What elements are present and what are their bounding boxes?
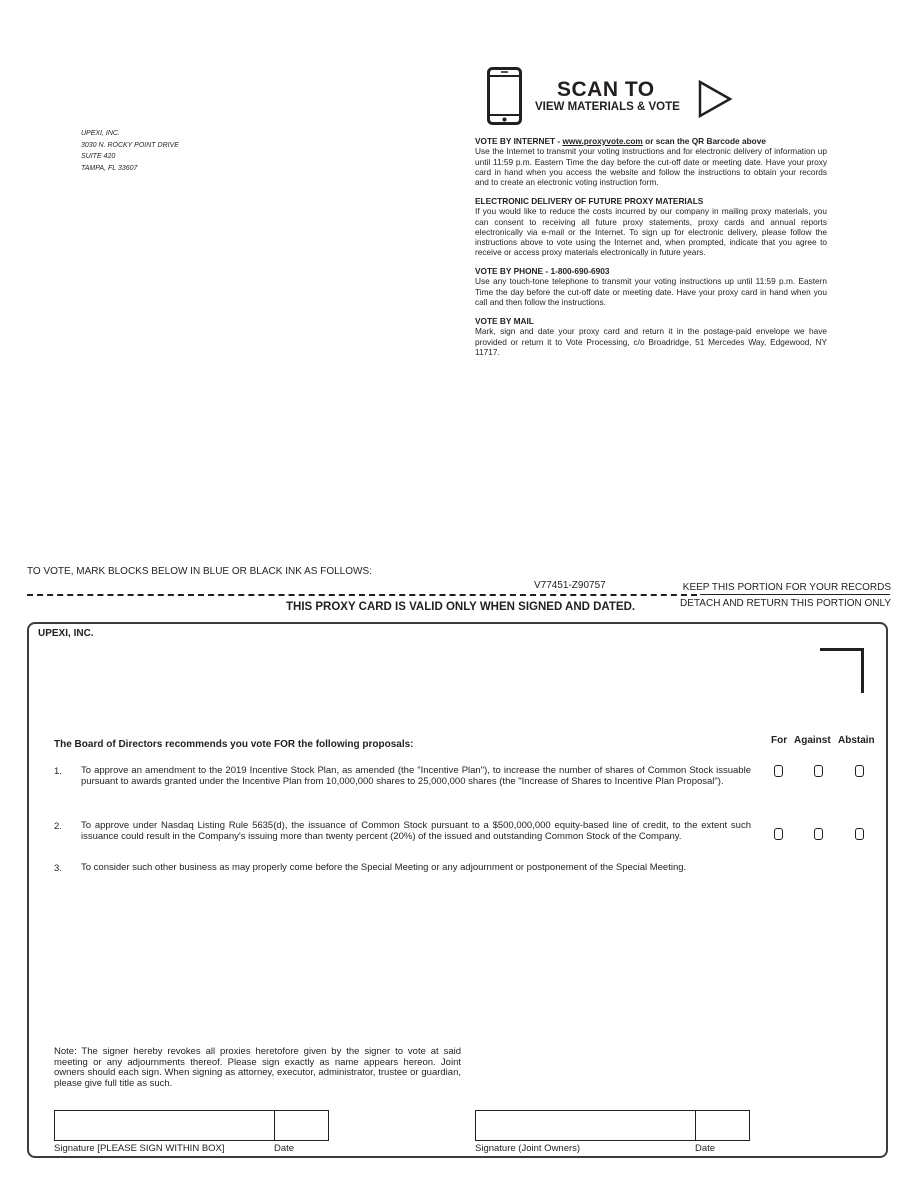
scan-title: SCAN TO: [557, 78, 655, 101]
joint-date-label: Date: [695, 1143, 716, 1154]
sender-line: SUITE 420: [81, 153, 116, 160]
vote-by-phone-body: Use any touch-tone telephone to transmit your voting instructions up until 11:59 p.m. Eastern Time the day before the cut-off date or meeting date. Have your proxy card in hand when you call and then follow the instructions.: [475, 276, 827, 307]
joint-signature-label: Signature (Joint Owners): [475, 1143, 581, 1154]
valid-notice: THIS PROXY CARD IS VALID ONLY WHEN SIGNED AND DATED.: [286, 601, 636, 613]
proxyvote-link[interactable]: www.proxyvote.com: [562, 136, 643, 146]
proposal-text: To approve an amendment to the 2019 Incentive Stock Plan, as amended (the "Incentive Plan"), to increase the number of shares of Common Stock issuable pursuant to awards granted under the Incentive Plan from 10,000,000 shares to 25,000,000 shares (the "Increase of Shares to Incentive Plan Proposal").: [81, 765, 751, 787]
joint-signature-box[interactable]: [475, 1110, 696, 1141]
vote-by-phone-heading: VOTE BY PHONE - 1-800-690-6903: [475, 266, 610, 276]
mark-instruction: TO VOTE, MARK BLOCKS BELOW IN BLUE OR BLACK INK AS FOLLOWS:: [27, 566, 372, 577]
sender-line: TAMPA, FL 33607: [81, 164, 138, 172]
electronic-delivery-body: If you would like to reduce the costs incurred by our company in mailing proxy materials, you can consent to receiving all future proxy statements, proxy cards and annual reports electronically via e-mail or the Internet. To sign up for electronic delivery, please follow the instructions above to vote using the Internet and, when prompted, indicate that you agree to receive or access proxy materials electronically in future years.: [475, 206, 827, 258]
date-label: Date: [274, 1143, 295, 1154]
vote-by-phone-section: [475, 266, 827, 307]
control-code: V77451-Z90757: [534, 580, 606, 591]
detach-portion-label: DETACH AND RETURN THIS PORTION ONLY: [680, 598, 891, 609]
proposal-2-against-checkbox[interactable]: [814, 828, 823, 840]
proposal-text: To approve under Nasdaq Listing Rule 5635(d), the issuance of Common Stock pursuant to a $500,000,000 equity-based line of credit, to the extent such issuance could result in the Company's issuing more than twenty percent (20%) of the issued and outstanding Common Stock of the Company.: [81, 820, 751, 842]
sender-line: 3030 N. ROCKY POINT DRIVE: [81, 141, 179, 149]
vote-by-mail-heading: VOTE BY MAIL: [475, 316, 534, 326]
proposal-1-against-checkbox[interactable]: [814, 765, 823, 777]
proposal-text: To consider such other business as may properly come before the Special Meeting or any adjournment or postponement of the Special Meeting.: [81, 862, 687, 873]
heading-suffix: or scan the QR Barcode above: [642, 136, 766, 146]
company-name: UPEXI, INC.: [38, 628, 94, 639]
scan-subtitle: VIEW MATERIALS & VOTE: [535, 101, 680, 113]
signature-box[interactable]: [54, 1110, 275, 1141]
vote-by-internet-heading: [475, 136, 827, 146]
electronic-delivery-section: [475, 196, 827, 258]
smartphone-icon: [487, 67, 522, 125]
corner-mark: [820, 648, 864, 693]
proposal-1-abstain-checkbox[interactable]: [855, 765, 864, 777]
proposal-2-for-checkbox[interactable]: [774, 828, 783, 840]
detach-dashed-line: [27, 594, 697, 596]
board-recommendation: The Board of Directors recommends you vote FOR the following proposals:: [54, 739, 414, 750]
sender-line: UPEXI, INC.: [81, 130, 120, 137]
sender-address: [81, 128, 179, 174]
vote-by-mail-section: [475, 316, 827, 357]
vote-by-internet-body: Use the Internet to transmit your voting instructions and for electronic delivery of information up until 11:59 p.m. Eastern Time the day before the cut-off date or meeting date. Have your proxy card in hand when you access the website and follow the instructions to obtain your records and to create an electronic voting instruction form.: [475, 146, 827, 188]
proposal-2-abstain-checkbox[interactable]: [855, 828, 864, 840]
vote-by-mail-body: Mark, sign and date your proxy card and return it in the postage-paid envelope we have provided or return it to Vote Processing, c/o Broadridge, 51 Mercedes Way, Edgewood, NY 11717.: [475, 326, 827, 357]
proposal-number: 3.: [54, 863, 62, 874]
proposal-number: 2.: [54, 821, 62, 832]
keep-portion-label: KEEP THIS PORTION FOR YOUR RECORDS: [682, 582, 891, 593]
signature-label: Signature [PLEASE SIGN WITHIN BOX]: [54, 1143, 225, 1154]
play-arrow-icon: [697, 79, 733, 119]
electronic-delivery-heading: ELECTRONIC DELIVERY OF FUTURE PROXY MATERIALS: [475, 196, 704, 206]
date-box[interactable]: [274, 1110, 329, 1141]
joint-date-box[interactable]: [695, 1110, 750, 1141]
detach-rule: [700, 594, 890, 595]
heading-prefix: VOTE BY INTERNET -: [475, 136, 563, 146]
proposal-number: 1.: [54, 766, 62, 777]
column-against: Against: [794, 735, 831, 746]
column-abstain: Abstain: [838, 735, 875, 746]
vote-by-internet-section: [475, 136, 827, 187]
signer-note: Note: The signer hereby revokes all proxies heretofore given by the signer to vote at said meeting or any adjournments thereof. Please sign exactly as name appears hereon. Joint owners should each sign. When signing as attorney, executor, administrator, trustee or guardian, please give full title as such.: [54, 1046, 461, 1089]
proposal-1-for-checkbox[interactable]: [774, 765, 783, 777]
column-for: For: [771, 735, 788, 746]
